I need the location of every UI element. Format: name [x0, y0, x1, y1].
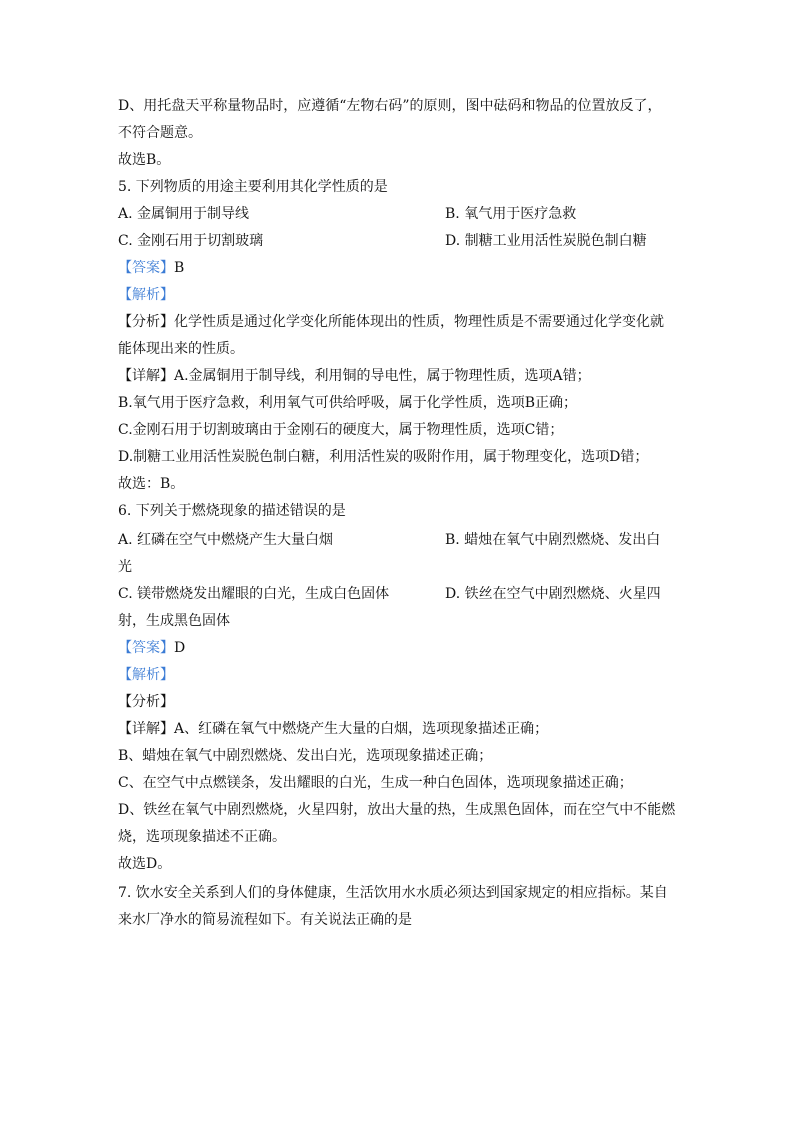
detail-text: A、红磷在氧气中燃烧产生大量的白烟，选项现象描述正确；	[174, 721, 549, 737]
analysis-line	[118, 665, 174, 685]
option-b: B. 蜡烛在氧气中剧烈燃烧、发出白	[445, 532, 661, 548]
question-5-stem: 5. 下列物质的用途主要利用其化学性质的是	[118, 179, 388, 195]
text-line: 烧，选项现象描述不正确。	[118, 829, 286, 845]
question-7-stem: 7. 饮水安全关系到人们的身体健康，生活饮用水水质必须达到国家规定的相应指标。某自	[118, 885, 668, 901]
text-line: 故选：B。	[118, 476, 185, 492]
answer-line	[118, 258, 184, 278]
option-a: A. 红磷在空气中燃烧产生大量白烟	[118, 532, 334, 548]
answer-value: B	[174, 260, 185, 276]
text-line: 射，生成黑色固体	[118, 613, 230, 629]
detail-tag: 【详解】	[118, 368, 174, 384]
text-line: 不符合题意。	[118, 125, 202, 141]
text-line: 来水厂净水的简易流程如下。有关说法正确的是	[118, 912, 412, 928]
text-line: 光	[118, 559, 132, 575]
text-line: D、铁丝在氧气中剧烈燃烧，火星四射，放出大量的热，生成黑色固体，而在空气中不能燃	[118, 802, 676, 818]
text-line: C、在空气中点燃镁条，发出耀眼的白光，生成一种白色固体，选项现象描述正确；	[118, 775, 633, 791]
answer-tag: 【答案】	[118, 640, 174, 656]
fenxi-tag: 【分析】	[118, 314, 174, 330]
text-line: B.氧气用于医疗急救，利用氧气可供给呼吸，属于化学性质，选项B正确；	[118, 395, 578, 411]
analysis-tag: 【解析】	[118, 667, 174, 683]
analysis-tag: 【解析】	[118, 287, 174, 303]
option-c: C. 金刚石用于切割玻璃	[118, 233, 264, 249]
detail-tag: 【详解】	[118, 721, 174, 737]
text-line: 故选D。	[118, 856, 172, 872]
text-line: D.制糖工业用活性炭脱色制白糖，利用活性炭的吸附作用，属于物理变化，选项D错；	[118, 449, 649, 465]
detail-line	[118, 366, 591, 386]
detail-text: A.金属铜用于制导线，利用铜的导电性，属于物理性质，选项A错；	[174, 368, 591, 384]
fenxi-text: 化学性质是通过化学变化所能体现出的性质，物理性质是不需要通过化学变化就	[174, 314, 664, 330]
fenxi-line	[118, 312, 664, 332]
option-c: C. 镁带燃烧发出耀眼的白光，生成白色固体	[118, 586, 390, 602]
text-line: C.金刚石用于切割玻璃由于金刚石的硬度大，属于物理性质，选项C错；	[118, 422, 564, 438]
text-line: D、用托盘天平称量物品时，应遵循“左物右码”的原则，图中砝码和物品的位置放反了，	[118, 98, 662, 114]
answer-value: D	[174, 640, 186, 656]
option-a: A. 金属铜用于制导线	[118, 206, 250, 222]
option-d: D. 铁丝在空气中剧烈燃烧、火星四	[445, 586, 661, 602]
detail-line	[118, 719, 548, 739]
analysis-line	[118, 285, 174, 305]
option-d: D. 制糖工业用活性炭脱色制白糖	[445, 233, 647, 249]
fenxi-line	[118, 692, 174, 712]
question-6-stem: 6. 下列关于燃烧现象的描述错误的是	[118, 503, 346, 519]
answer-line	[118, 638, 185, 658]
fenxi-tag: 【分析】	[118, 694, 174, 710]
answer-tag: 【答案】	[118, 260, 174, 276]
text-line: 故选B。	[118, 152, 171, 168]
text-line: B、蜡烛在氧气中剧烈燃烧、发出白光，选项现象描述正确；	[118, 748, 493, 764]
option-b: B. 氧气用于医疗急救	[445, 206, 577, 222]
text-line: 能体现出来的性质。	[118, 341, 244, 357]
